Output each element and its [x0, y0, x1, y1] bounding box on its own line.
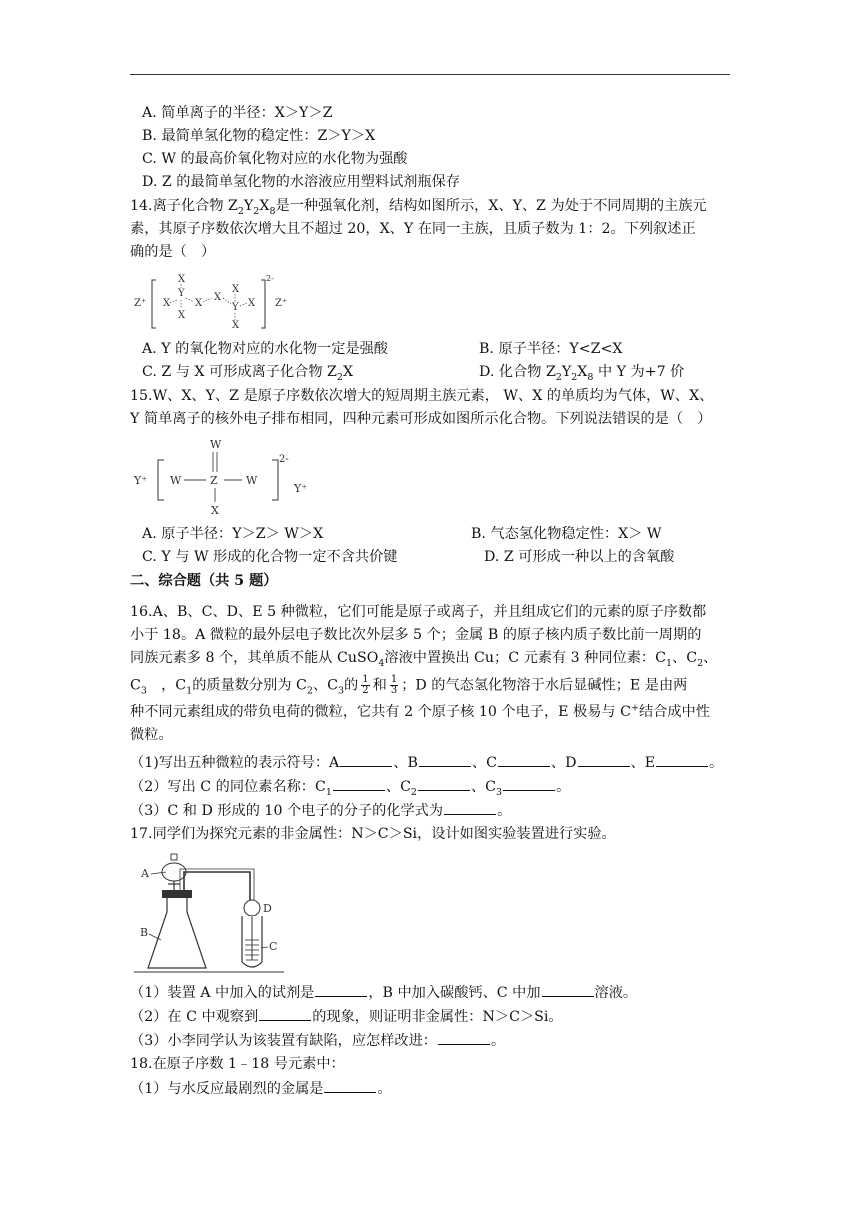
q14-fig-x: X — [178, 310, 186, 321]
q15-option-a: A. 原子半径：Y＞Z＞ W＞X — [142, 526, 324, 542]
q14-fig-x: X — [178, 274, 186, 285]
q14-fig-y: Y — [178, 288, 185, 299]
q14-fig-x: X — [195, 298, 203, 309]
q17-apparatus-figure — [134, 850, 284, 978]
q15-fig-w-right: W — [246, 474, 258, 487]
q14-fig-cation-right: Z⁺ — [275, 298, 288, 309]
q14-stem-line1: 14.离子化合物 $Z_2Y_2X_8$是一种强氧化剂，结构如图所示，X、Y、Z 为处于不同周期的主族元 — [130, 198, 707, 217]
fraction-one-third: $\frac{1}{3}$ — [390, 674, 398, 696]
q16-sub3: （3）C 和 D 形成的 10 个电子的分子的化学式为 。 — [130, 800, 511, 821]
q16-line3: 同族元素多 8 个，其单质不能从 CuSO$_4$溶液中置换出 Cu；C 元素有 3 种同位素：$C_1$、$C_2$、 — [130, 650, 718, 669]
q16-sub2: （2）写出 C 的同位素名称：$C_1$ 、$C_2$ 、$C_3$ 。 — [130, 776, 570, 797]
q15-option-d: D. Z 可形成一种以上的含氧酸 — [484, 549, 675, 565]
q15-fig-w-top: W — [210, 438, 222, 451]
q14-fig-y: Y — [232, 302, 239, 313]
q18-stem: 18.在原子序数 1﹣18 号元素中： — [130, 1056, 345, 1072]
q14-stem-line3: 确的是（ ） — [130, 244, 216, 260]
q14-option-a: A. Y 的氧化物对应的水化物一定是强酸 — [142, 341, 388, 357]
q16-line1: 16.A、B、C、D、E 5 种微粒，它们可能是原子或离子，并且组成它们的元素的原子序数都 — [130, 604, 707, 620]
q16-sub1: （1)写出五种微粒的表示符号：A 、B 、C 、D 、E 。 — [130, 752, 723, 773]
q17-label-c: C — [269, 940, 278, 953]
q15-option-b: B. 气态氢化物稳定性：X＞ W — [471, 526, 662, 542]
q13-option-c: C. W 的最高价氧化物对应的水化物为强酸 — [142, 151, 408, 167]
q16-line5: 种不同元素组成的带负电荷的微粒，它共有 2 个原子核 10 个电子，E 极易与 C+结合成中性 — [130, 702, 710, 720]
q17-stem: 17.同学们为探究元素的非金属性：N＞C＞Si，设计如图实验装置进行实验。 — [130, 826, 616, 842]
header-rule — [130, 74, 730, 75]
q15-fig-w-left: W — [170, 474, 182, 487]
q14-fig-x: X — [248, 298, 256, 309]
q15-structure-figure — [134, 434, 324, 520]
q15-fig-cation-right: Y⁺ — [294, 482, 308, 495]
q14-fig-x: X — [232, 320, 240, 331]
q14-option-c: C. Z 与 X 可形成离子化合物 $Z_2X$ — [142, 364, 354, 383]
q17-label-a: A — [141, 867, 149, 880]
q16-line4: $C_3$ ，$C_1$的质量数分别为 $C_2$、$C_3$的 $\frac{1}{2}$ 和 $\frac{1}{3}$ ；D 的气态氢化物溶于水后显碱性；E 是由两 — [130, 674, 688, 697]
q14-structure-figure — [134, 270, 294, 334]
q15-fig-cation-left: Y⁺ — [134, 474, 148, 487]
q15-stem-line2: Y 简单离子的核外电子排布相同，四种元素可形成如图所示化合物。下列说法错误的是（ ） — [130, 411, 712, 427]
q15-stem-line1: 15.W、X、Y、Z 是原子序数依次增大的短周期主族元素， W、X 的单质均为气体，W、X、 — [130, 388, 714, 404]
q17-sub1: （1）装置 A 中加入的试剂是 ，B 中加入碳酸钙、C 中加 溶液。 — [130, 982, 637, 1003]
q14-fig-x: X — [232, 284, 240, 295]
q17-label-b: B — [140, 926, 149, 939]
q15-fig-x: X — [211, 504, 219, 517]
section-heading: 二、综合题（共 5 题） — [130, 573, 278, 589]
q13-option-b: B. 最简单氢化物的稳定性：Z＞Y＞X — [142, 128, 376, 144]
q14-option-d: D. 化合物 $Z_2Y_2X_8$ 中 Y 为+7 价 — [479, 364, 685, 383]
q14-fig-charge: 2- — [266, 274, 274, 283]
q14-fig-x: X — [214, 292, 222, 303]
q17-sub2: （2）在 C 中观察到 的现象，则证明非金属性：N＞C＞Si。 — [130, 1006, 563, 1027]
q14-option-b: B. 原子半径：Y<Z<X — [479, 341, 623, 357]
q18-sub1: （1）与水反应最剧烈的金属是 。 — [130, 1078, 392, 1099]
q14-fig-cation-left: Z⁺ — [134, 298, 147, 309]
q15-fig-z: Z — [210, 474, 218, 487]
q14-stem-line2: 素，其原子序数依次增大且不超过 20，X、Y 在同一主族，且质子数为 1：2。下列叙述正 — [130, 221, 696, 237]
fraction-one-half: $\frac{1}{2}$ — [362, 674, 369, 696]
q16-line6: 微粒。 — [130, 727, 173, 743]
q13-option-a: A. 简单离子的半径：X＞Y＞Z — [142, 105, 333, 121]
q15-option-c: C. Y 与 W 形成的化合物一定不含共价键 — [142, 549, 398, 565]
q15-fig-charge: 2- — [279, 454, 289, 465]
q16-line2: 小于 18。A 微粒的最外层电子数比次外层多 5 个；金属 B 的原子核内质子数比前一周期的 — [130, 627, 702, 643]
q17-label-d: D — [263, 902, 272, 915]
q14-fig-x: X — [163, 298, 171, 309]
q13-option-d: D. Z 的最简单氢化物的水溶液应用塑料试剂瓶保存 — [142, 174, 461, 190]
q17-sub3: （3）小李同学认为该装置有缺陷，应怎样改进： 。 — [130, 1030, 505, 1051]
